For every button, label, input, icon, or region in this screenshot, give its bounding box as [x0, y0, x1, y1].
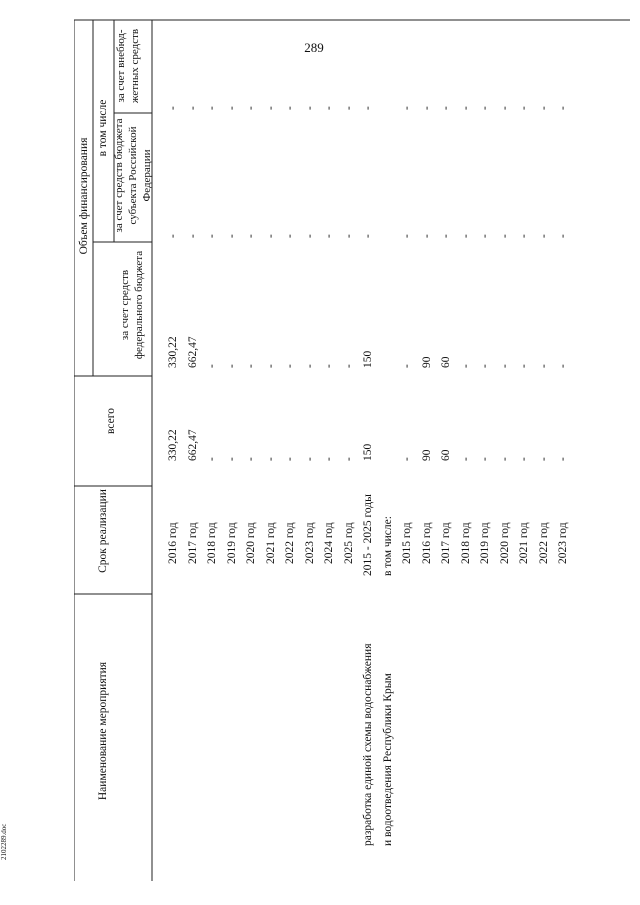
cell-period: 2024 год — [323, 522, 335, 564]
cell-regional: - — [264, 234, 277, 238]
cell-regional: - — [537, 234, 550, 238]
cell-total: - — [206, 457, 218, 461]
cell-period: 2022 год — [284, 522, 296, 564]
cell-total: - — [537, 457, 550, 461]
cell-period: 2023 год — [303, 522, 316, 564]
cell-federal: - — [557, 364, 569, 368]
cell-regional: - — [362, 234, 374, 238]
table-grid — [74, 16, 631, 881]
footer-filename: 2102289.doc — [0, 823, 8, 860]
cell-extra: - — [323, 106, 335, 110]
header-period: Срок реализации — [97, 489, 109, 573]
cell-period: 2021 год — [264, 522, 277, 564]
cell-period: 2016 год — [167, 522, 179, 564]
cell-regional: - — [245, 234, 257, 238]
cell-activity-name: разработка единой схемы водоснабжения — [362, 643, 374, 846]
cell-period: 2021 год — [518, 522, 530, 564]
cell-federal: - — [206, 364, 218, 368]
cell-total: - — [459, 457, 472, 461]
cell-period: 2020 год — [498, 522, 511, 564]
cell-total: - — [245, 457, 257, 461]
cell-regional: - — [557, 234, 569, 238]
cell-period: 2015 год — [401, 522, 413, 564]
cell-period: 2019 год — [225, 522, 238, 564]
header-regional-budget: за счет средств бюджета субъекта Российской Федерации — [113, 118, 153, 233]
cell-regional: - — [401, 234, 413, 238]
cell-regional: - — [440, 234, 452, 238]
cell-regional: - — [167, 234, 179, 238]
cell-total: - — [557, 457, 569, 461]
cell-federal: 90 — [420, 356, 433, 368]
cell-total: - — [264, 457, 277, 461]
cell-period: 2018 год — [206, 522, 218, 564]
cell-extra: - — [167, 106, 179, 110]
cell-federal: - — [245, 364, 257, 368]
page-number: 289 — [304, 40, 324, 55]
cell-federal: - — [323, 364, 335, 368]
cell-federal: - — [303, 364, 316, 368]
cell-extra: - — [206, 106, 218, 110]
header-activity-name: Наименование мероприятия — [97, 661, 109, 801]
cell-extra: - — [498, 106, 511, 110]
cell-total: 662,47 — [186, 429, 199, 461]
header-federal-budget: за счет средств федерального бюджета — [119, 250, 145, 360]
cell-total: - — [284, 457, 296, 461]
cell-regional: - — [498, 234, 511, 238]
cell-extra: - — [420, 106, 433, 110]
header-total: всего — [105, 408, 117, 434]
cell-extra: - — [284, 106, 296, 110]
cell-extra: - — [518, 106, 530, 110]
cell-total: 330,22 — [167, 429, 179, 461]
cell-period: 2017 год — [440, 522, 452, 564]
cell-regional: - — [303, 234, 316, 238]
cell-period: в том числе: — [381, 516, 394, 576]
cell-period: 2022 год — [537, 522, 550, 564]
cell-total: - — [479, 457, 491, 461]
cell-federal: - — [459, 364, 472, 368]
cell-federal: 60 — [440, 356, 452, 368]
cell-federal: - — [537, 364, 550, 368]
cell-regional: - — [420, 234, 433, 238]
cell-federal: - — [498, 364, 511, 368]
cell-total: - — [225, 457, 238, 461]
cell-period: 2020 год — [245, 522, 257, 564]
cell-extra: - — [537, 106, 550, 110]
cell-total: - — [401, 457, 413, 461]
cell-regional: - — [225, 234, 238, 238]
cell-total: 90 — [420, 449, 433, 461]
cell-extra: - — [186, 106, 199, 110]
header-funding-volume: Объем финансирования — [78, 137, 90, 255]
cell-regional: - — [206, 234, 218, 238]
cell-regional: - — [284, 234, 296, 238]
cell-federal: 330,22 — [167, 336, 179, 368]
cell-period: 2019 год — [479, 522, 491, 564]
cell-extra: - — [245, 106, 257, 110]
table — [74, 16, 631, 881]
cell-period: 2017 год — [186, 522, 199, 564]
cell-regional: - — [323, 234, 335, 238]
cell-period: 2015 - 2025 годы — [362, 494, 374, 576]
cell-federal: - — [518, 364, 530, 368]
cell-extra: - — [401, 106, 413, 110]
cell-regional: - — [518, 234, 530, 238]
header-including: в том числе — [97, 99, 109, 157]
cell-extra: - — [264, 106, 277, 110]
cell-regional: - — [186, 234, 199, 238]
cell-total: 150 — [362, 443, 374, 461]
cell-federal: - — [284, 364, 296, 368]
cell-extra: - — [362, 106, 374, 110]
cell-period: 2018 год — [459, 522, 472, 564]
cell-extra: - — [459, 106, 472, 110]
cell-federal: 662,47 — [186, 336, 199, 368]
header-extra-budget: за счет внебюд-жетных средств — [115, 28, 141, 104]
cell-extra: - — [479, 106, 491, 110]
cell-extra: - — [557, 106, 569, 110]
cell-regional: - — [459, 234, 472, 238]
cell-total: - — [342, 457, 355, 461]
cell-extra: - — [303, 106, 316, 110]
cell-total: - — [303, 457, 316, 461]
cell-federal: 150 — [362, 350, 374, 368]
cell-total: 60 — [440, 449, 452, 461]
cell-federal: - — [342, 364, 355, 368]
cell-regional: - — [342, 234, 355, 238]
cell-extra: - — [342, 106, 355, 110]
cell-federal: - — [479, 364, 491, 368]
cell-total: - — [498, 457, 511, 461]
cell-period: 2016 год — [420, 522, 433, 564]
cell-total: - — [323, 457, 335, 461]
cell-regional: - — [479, 234, 491, 238]
cell-total: - — [518, 457, 530, 461]
cell-federal: - — [225, 364, 238, 368]
cell-extra: - — [225, 106, 238, 110]
cell-period: 2023 год — [557, 522, 569, 564]
cell-extra: - — [440, 106, 452, 110]
cell-period: 2025 год — [342, 522, 355, 564]
cell-federal: - — [264, 364, 277, 368]
cell-federal: - — [401, 364, 413, 368]
cell-activity-name: и водоотведения Республики Крым — [381, 673, 394, 846]
